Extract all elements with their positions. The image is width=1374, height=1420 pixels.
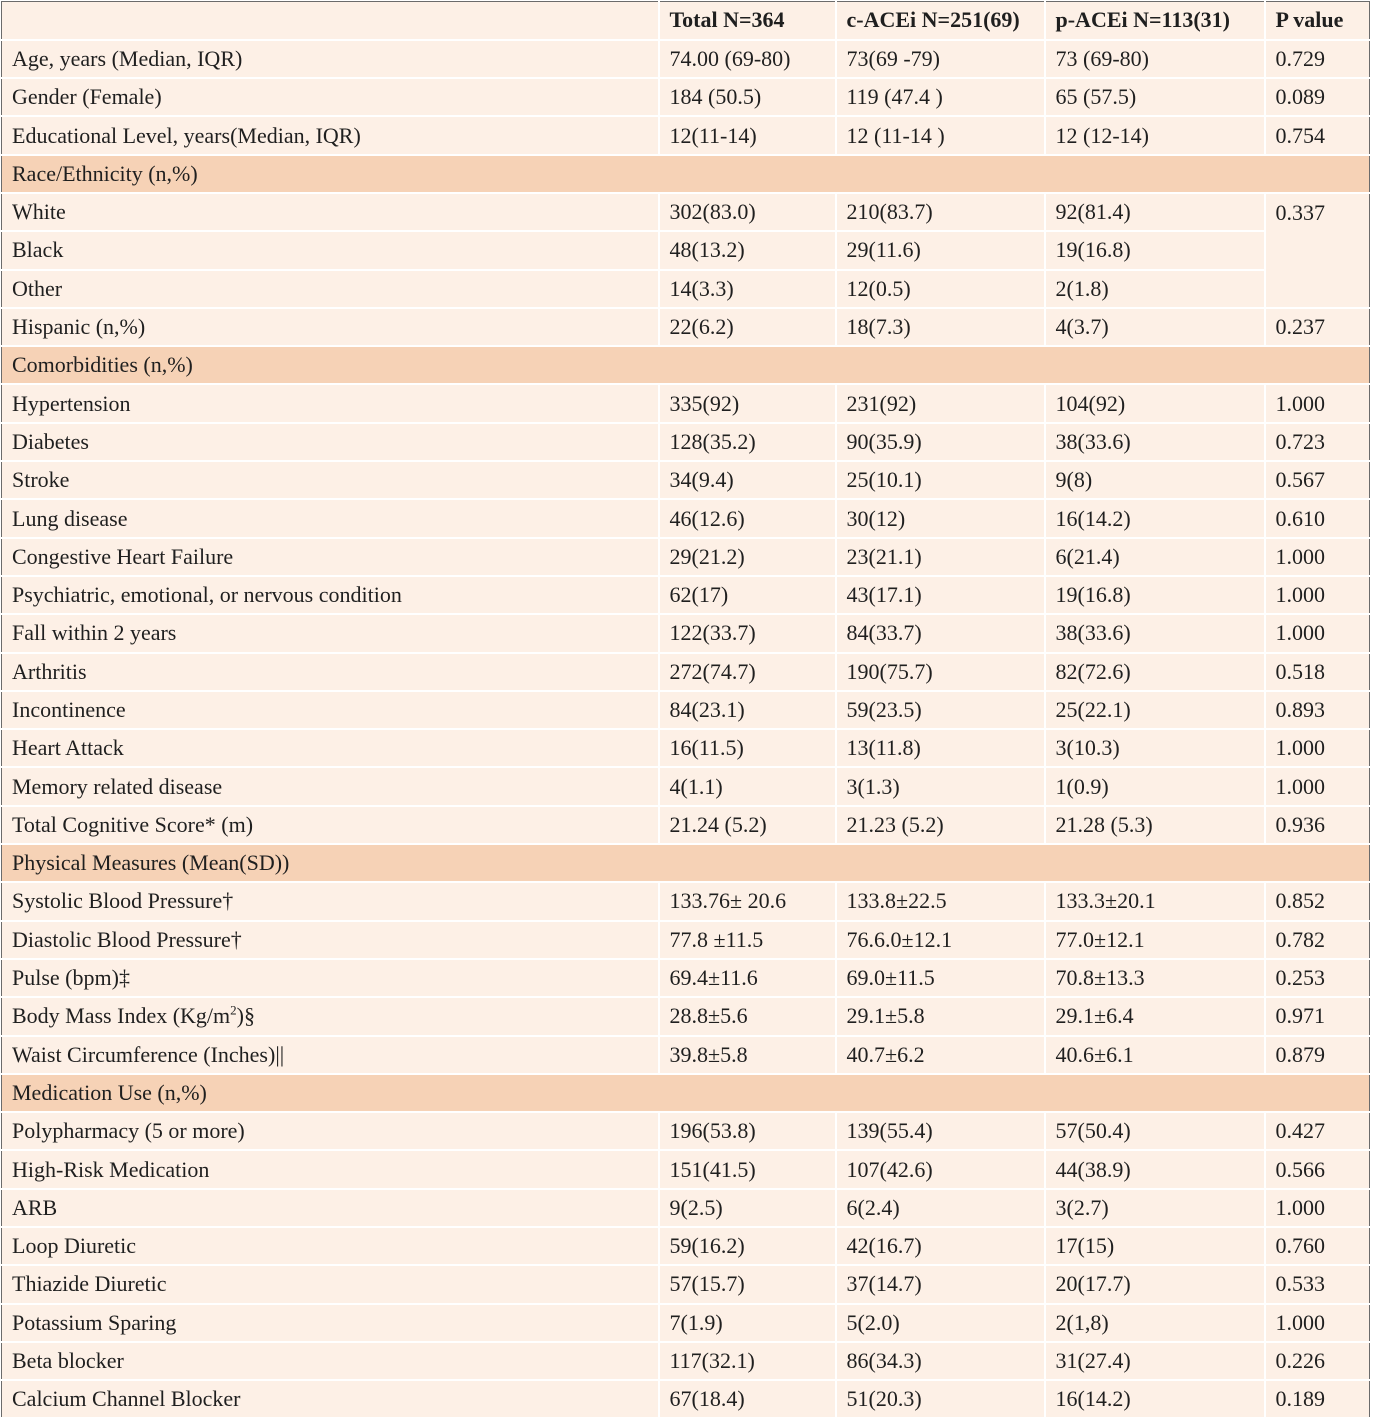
row-label-text: Diabetes [12,428,89,454]
cell-total: 39.8±5.8 [659,1036,836,1074]
cell-p-acei: 104(92) [1045,384,1265,422]
cell-p-acei: 19(16.8) [1045,576,1265,614]
cell-p-value: 0.754 [1265,116,1370,154]
cell-total: 272(74.7) [659,653,836,691]
cell-c-acei: 21.23 (5.2) [836,806,1045,844]
row-label-text: Hypertension [12,390,131,416]
cell-total: 9(2.5) [659,1189,836,1227]
row-label [2,614,659,652]
row-label [2,806,659,844]
row-label-text: Age, years (Median, IQR) [12,45,243,71]
cell-p-value: 0.971 [1265,997,1370,1035]
row-label [2,653,659,691]
cell-total: 4(1.1) [659,767,836,805]
cell-c-acei: 40.7±6.2 [836,1036,1045,1074]
cell-c-acei: 51(20.3) [836,1380,1045,1418]
row-label [2,423,659,461]
cell-p-acei: 25(22.1) [1045,691,1265,729]
table-row [2,78,1370,116]
row-label-text: Hispanic (n,%) [12,314,146,340]
row-label [2,231,659,269]
row-label-text: Calcium Channel Blocker [12,1386,241,1412]
table-row [2,806,1370,844]
row-label [2,1342,659,1380]
header-label [2,2,659,40]
cell-p-value: 0.226 [1265,1342,1370,1380]
row-label-text: Gender (Female) [12,84,162,110]
table-row [2,691,1370,729]
cell-total: 12(11-14) [659,116,836,154]
cell-p-acei: 82(72.6) [1045,653,1265,691]
section-title: Comorbidities (n,%) [2,346,1370,384]
row-label [2,576,659,614]
row-label [2,882,659,920]
cell-total: 16(11.5) [659,729,836,767]
row-label [2,1150,659,1188]
cell-p-acei: 17(15) [1045,1227,1265,1265]
table-row [2,1227,1370,1265]
cell-c-acei: 59(23.5) [836,691,1045,729]
table-row [2,576,1370,614]
cell-total: 74.00 (69-80) [659,40,836,78]
row-label-superscript: 2 [230,1003,237,1019]
cell-total: 84(23.1) [659,691,836,729]
row-label [2,270,659,308]
row-label [2,729,659,767]
row-label-text: Pulse (bpm)‡ [12,965,130,991]
cell-p-value: 1.000 [1265,1189,1370,1227]
table-row [2,193,1370,231]
cell-p-acei: 19(16.8) [1045,231,1265,269]
table-row [2,729,1370,767]
section-header-row [2,844,1370,882]
header-row [2,2,1370,40]
cell-total: 117(32.1) [659,1342,836,1380]
table-row [2,384,1370,422]
cell-c-acei: 23(21.1) [836,538,1045,576]
row-label-text: Total Cognitive Score* (m) [12,811,254,837]
cell-total: 133.76± 20.6 [659,882,836,920]
cell-c-acei: 107(42.6) [836,1150,1045,1188]
table-row [2,1036,1370,1074]
cell-c-acei: 18(7.3) [836,308,1045,346]
table-row [2,614,1370,652]
row-label-text: Fall within 2 years [12,620,177,646]
cell-total: 196(53.8) [659,1112,836,1150]
section-header-row [2,1074,1370,1112]
cell-total: 22(6.2) [659,308,836,346]
row-label [2,384,659,422]
table-row [2,423,1370,461]
cell-c-acei: 76.6.0±12.1 [836,921,1045,959]
table-row [2,270,1370,308]
cell-c-acei: 133.8±22.5 [836,882,1045,920]
row-label-text: Polypharmacy (5 or more) [12,1118,245,1144]
cell-c-acei: 231(92) [836,384,1045,422]
cell-p-acei: 6(21.4) [1045,538,1265,576]
table-row [2,538,1370,576]
cell-c-acei: 12(0.5) [836,270,1045,308]
cell-p-value: 1.000 [1265,384,1370,422]
cell-p-acei: 3(2.7) [1045,1189,1265,1227]
row-label [2,40,659,78]
table-row [2,499,1370,537]
table-body [2,40,1370,1419]
cell-p-acei: 20(17.7) [1045,1265,1265,1303]
cell-p-acei: 12 (12-14) [1045,116,1265,154]
row-label-text: Memory related disease [12,773,223,799]
cell-total: 14(3.3) [659,270,836,308]
cell-total: 184 (50.5) [659,78,836,116]
row-label [2,767,659,805]
row-label [2,1380,659,1418]
cell-total: 59(16.2) [659,1227,836,1265]
cell-total: 77.8 ±11.5 [659,921,836,959]
table-row [2,959,1370,997]
row-label [2,1112,659,1150]
row-label-text: Congestive Heart Failure [12,543,234,569]
cell-p-acei: 2(1.8) [1045,270,1265,308]
cell-total: 21.24 (5.2) [659,806,836,844]
cell-p-value: 1.000 [1265,576,1370,614]
cell-p-value: 0.237 [1265,308,1370,346]
table-row [2,653,1370,691]
row-label-text: Stroke [12,467,70,493]
cell-p-acei: 70.8±13.3 [1045,959,1265,997]
cell-c-acei: 30(12) [836,499,1045,537]
cell-p-acei: 3(10.3) [1045,729,1265,767]
row-label [2,1304,659,1342]
row-label-text: Body Mass Index (Kg/m [12,1003,231,1029]
cell-p-acei: 133.3±20.1 [1045,882,1265,920]
table-row [2,1112,1370,1150]
cell-p-value: 0.782 [1265,921,1370,959]
row-label [2,959,659,997]
row-label-text: White [12,199,66,225]
row-label [2,461,659,499]
cell-p-value: 1.000 [1265,614,1370,652]
row-label-text: Waist Circumference (Inches)|| [12,1041,285,1067]
cell-total: 34(9.4) [659,461,836,499]
cell-p-acei: 73 (69-80) [1045,40,1265,78]
header-p-acei: p-ACEi N=113(31) [1045,2,1265,40]
table-row [2,997,1370,1035]
header-c-acei: c-ACEi N=251(69) [836,2,1045,40]
cell-c-acei: 84(33.7) [836,614,1045,652]
row-label-text: Heart Attack [12,735,124,761]
cell-total: 7(1.9) [659,1304,836,1342]
row-label [2,308,659,346]
cell-p-value: 0.337 [1265,193,1370,308]
cell-total: 335(92) [659,384,836,422]
cell-p-acei: 16(14.2) [1045,1380,1265,1418]
cell-p-value: 0.879 [1265,1036,1370,1074]
cell-p-value: 1.000 [1265,1304,1370,1342]
cell-p-value: 0.533 [1265,1265,1370,1303]
cell-p-value: 0.760 [1265,1227,1370,1265]
cell-p-acei: 1(0.9) [1045,767,1265,805]
cell-c-acei: 29.1±5.8 [836,997,1045,1035]
cell-p-acei: 31(27.4) [1045,1342,1265,1380]
row-label-text: Educational Level, years(Median, IQR) [12,122,361,148]
table-row [2,308,1370,346]
table-row [2,231,1370,269]
table-row [2,921,1370,959]
cell-c-acei: 3(1.3) [836,767,1045,805]
cell-p-value: 0.427 [1265,1112,1370,1150]
cell-p-value: 0.089 [1265,78,1370,116]
row-label [2,691,659,729]
cell-total: 67(18.4) [659,1380,836,1418]
cell-total: 28.8±5.6 [659,997,836,1035]
cell-c-acei: 73(69 -79) [836,40,1045,78]
row-label-text: Arthritis [12,658,87,684]
cell-c-acei: 190(75.7) [836,653,1045,691]
row-label [2,921,659,959]
cell-p-acei: 38(33.6) [1045,423,1265,461]
cell-p-value: 0.518 [1265,653,1370,691]
table-row [2,882,1370,920]
row-label-text: Black [12,237,64,263]
cell-c-acei: 13(11.8) [836,729,1045,767]
table-row [2,1380,1370,1418]
cell-total: 29(21.2) [659,538,836,576]
row-label-text: Diastolic Blood Pressure† [12,926,242,952]
baseline-characteristics-table [1,1,1370,1419]
cell-total: 69.4±11.6 [659,959,836,997]
cell-c-acei: 90(35.9) [836,423,1045,461]
cell-c-acei: 6(2.4) [836,1189,1045,1227]
cell-p-value: 0.893 [1265,691,1370,729]
cell-p-value: 0.566 [1265,1150,1370,1188]
cell-p-acei: 21.28 (5.3) [1045,806,1265,844]
row-label-text: ARB [12,1194,58,1220]
cell-c-acei: 25(10.1) [836,461,1045,499]
row-label-text: Beta blocker [12,1348,124,1374]
table-row [2,116,1370,154]
cell-p-value: 1.000 [1265,729,1370,767]
cell-p-acei: 38(33.6) [1045,614,1265,652]
cell-total: 151(41.5) [659,1150,836,1188]
row-label [2,116,659,154]
cell-c-acei: 69.0±11.5 [836,959,1045,997]
cell-p-acei: 2(1,8) [1045,1304,1265,1342]
row-label [2,1036,659,1074]
section-title: Race/Ethnicity (n,%) [2,155,1370,193]
cell-p-value: 1.000 [1265,538,1370,576]
cell-p-acei: 65 (57.5) [1045,78,1265,116]
cell-p-acei: 77.0±12.1 [1045,921,1265,959]
row-label-text: Potassium Sparing [12,1309,177,1335]
cell-c-acei: 139(55.4) [836,1112,1045,1150]
section-header-row [2,346,1370,384]
cell-c-acei: 12 (11-14 ) [836,116,1045,154]
table-row [2,461,1370,499]
cell-c-acei: 86(34.3) [836,1342,1045,1380]
cell-c-acei: 5(2.0) [836,1304,1045,1342]
table-row [2,1304,1370,1342]
table-row [2,1342,1370,1380]
row-label-text: Systolic Blood Pressure† [12,888,234,914]
cell-c-acei: 119 (47.4 ) [836,78,1045,116]
cell-total: 46(12.6) [659,499,836,537]
row-label-text: Lung disease [12,505,128,531]
cell-c-acei: 42(16.7) [836,1227,1045,1265]
section-title: Physical Measures (Mean(SD)) [2,844,1370,882]
row-label [2,538,659,576]
cell-p-acei: 29.1±6.4 [1045,997,1265,1035]
row-label [2,78,659,116]
cell-p-acei: 92(81.4) [1045,193,1265,231]
row-label-text: Loop Diuretic [12,1233,137,1259]
row-label [2,1189,659,1227]
cell-c-acei: 37(14.7) [836,1265,1045,1303]
cell-p-value: 0.936 [1265,806,1370,844]
row-label-text: High-Risk Medication [12,1156,210,1182]
table-row [2,1150,1370,1188]
cell-c-acei: 29(11.6) [836,231,1045,269]
cell-c-acei: 43(17.1) [836,576,1045,614]
row-label-text: Psychiatric, emotional, or nervous condition [12,582,402,608]
cell-p-value: 0.610 [1265,499,1370,537]
cell-p-value: 0.253 [1265,959,1370,997]
header-p-value: P value [1265,2,1370,40]
cell-p-value: 0.729 [1265,40,1370,78]
row-label [2,499,659,537]
cell-p-acei: 44(38.9) [1045,1150,1265,1188]
cell-total: 302(83.0) [659,193,836,231]
cell-p-acei: 57(50.4) [1045,1112,1265,1150]
cell-total: 57(15.7) [659,1265,836,1303]
cell-p-acei: 4(3.7) [1045,308,1265,346]
cell-p-acei: 9(8) [1045,461,1265,499]
table-row [2,767,1370,805]
cell-p-value: 0.189 [1265,1380,1370,1418]
cell-total: 122(33.7) [659,614,836,652]
header-total: Total N=364 [659,2,836,40]
row-label-text: Other [12,275,63,301]
cell-p-value: 0.852 [1265,882,1370,920]
row-label [2,1227,659,1265]
row-label [2,997,659,1035]
cell-p-acei: 40.6±6.1 [1045,1036,1265,1074]
cell-p-value: 1.000 [1265,767,1370,805]
cell-p-value: 0.567 [1265,461,1370,499]
row-label-text: Thiazide Diuretic [12,1271,167,1297]
table-row [2,40,1370,78]
section-title: Medication Use (n,%) [2,1074,1370,1112]
table-row [2,1265,1370,1303]
row-label [2,1265,659,1303]
table-row [2,1189,1370,1227]
cell-total: 128(35.2) [659,423,836,461]
row-label-text: Incontinence [12,696,126,722]
cell-c-acei: 210(83.7) [836,193,1045,231]
cell-total: 48(13.2) [659,231,836,269]
row-label-suffix: )§ [236,1003,255,1029]
cell-p-value: 0.723 [1265,423,1370,461]
section-header-row [2,155,1370,193]
row-label [2,193,659,231]
cell-p-acei: 16(14.2) [1045,499,1265,537]
cell-total: 62(17) [659,576,836,614]
